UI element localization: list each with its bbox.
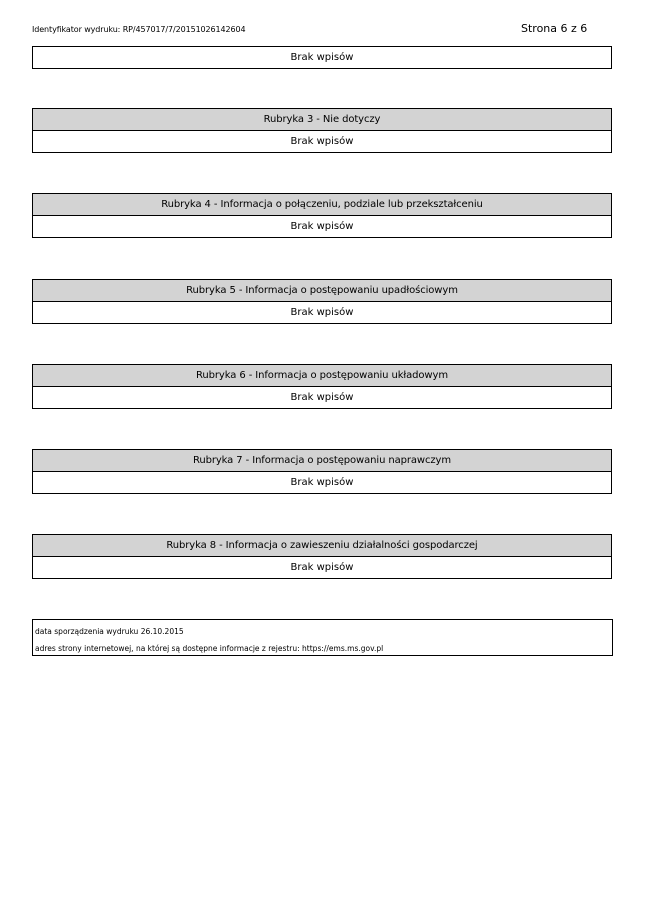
document-identifier: Identyfikator wydruku: RP/457017/7/20151026142604: [32, 25, 246, 34]
print-date: data sporządzenia wydruku 26.10.2015: [35, 627, 184, 636]
print-info-box: [32, 619, 613, 656]
section-box-rubryka-6: [32, 364, 612, 409]
section-title: Rubryka 5 - Informacja o postępowaniu upadłościowym: [33, 280, 611, 302]
section-content: Brak wpisów: [290, 562, 354, 573]
registry-address: adres strony internetowej, na której są dostępne informacje z rejestru: https://ems.ms.gov.pl: [35, 644, 384, 653]
entry-content: Brak wpisów: [290, 52, 354, 63]
section-title: Rubryka 4 - Informacja o połączeniu, podziale lub przekształceniu: [33, 194, 611, 216]
section-box-rubryka-4: [32, 193, 612, 238]
section-box-rubryka-3: [32, 108, 612, 153]
section-content: Brak wpisów: [290, 307, 354, 318]
page-number: Strona 6 z 6: [521, 22, 588, 35]
section-title: Rubryka 7 - Informacja o postępowaniu naprawczym: [33, 450, 611, 472]
section-content: Brak wpisów: [290, 136, 354, 147]
section-title: Rubryka 6 - Informacja o postępowaniu układowym: [33, 365, 611, 387]
continued-entry-box: [32, 46, 612, 69]
section-box-rubryka-7: [32, 449, 612, 494]
section-title: Rubryka 3 - Nie dotyczy: [33, 109, 611, 131]
section-content: Brak wpisów: [290, 221, 354, 232]
section-title: Rubryka 8 - Informacja o zawieszeniu działalności gospodarczej: [33, 535, 611, 557]
section-box-rubryka-8: [32, 534, 612, 579]
section-content: Brak wpisów: [290, 392, 354, 403]
section-box-rubryka-5: [32, 279, 612, 324]
section-content: Brak wpisów: [290, 477, 354, 488]
